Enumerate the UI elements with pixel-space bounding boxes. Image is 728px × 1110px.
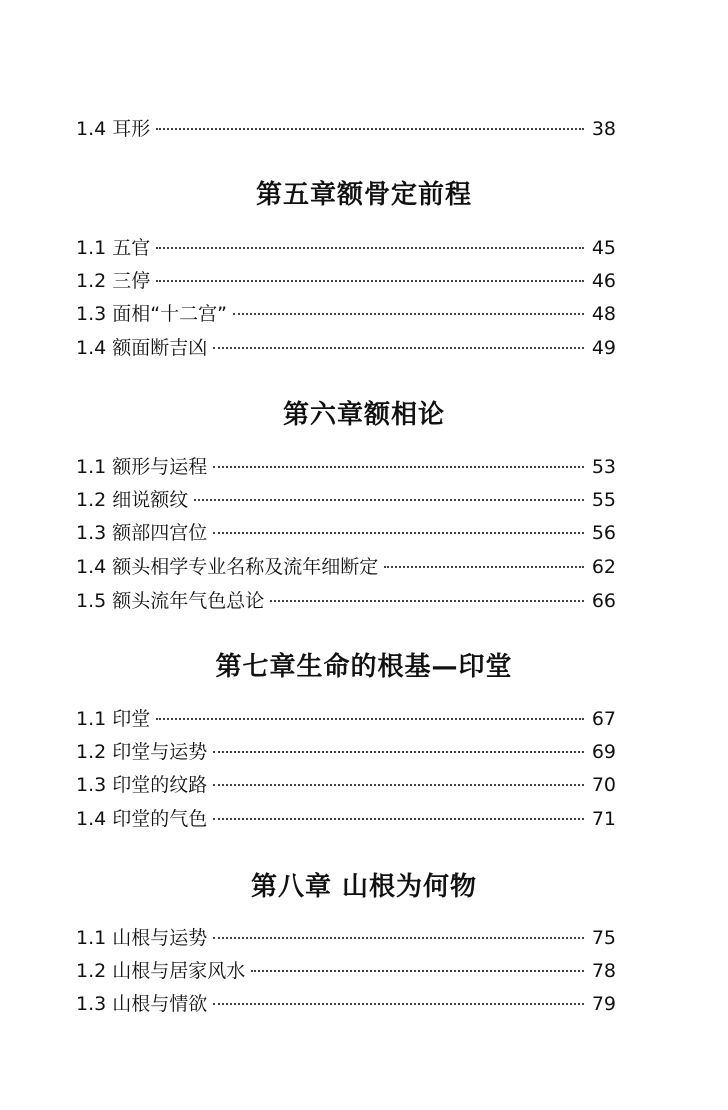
chapter-title: 第七章生命的根基—印堂 <box>215 652 513 682</box>
dot-leader <box>156 280 584 282</box>
entry-page: 71 <box>591 808 616 830</box>
chapter-title: 第五章额骨定前程 <box>255 180 472 210</box>
entry-page: 38 <box>591 118 616 140</box>
dot-leader <box>213 466 584 468</box>
entry-label: 1.2 印堂与运势 <box>76 741 208 763</box>
entry-page: 48 <box>591 303 616 325</box>
entry-label: 1.1 山根与运势 <box>76 927 208 949</box>
chapter-title: 第八章 山根为何物 <box>250 872 478 902</box>
toc-entry <box>76 452 616 482</box>
entry-page: 45 <box>591 237 616 259</box>
dot-leader <box>213 818 584 820</box>
dot-leader <box>213 1003 584 1005</box>
entry-label: 1.2 三停 <box>76 270 151 292</box>
entry-page: 69 <box>591 741 616 763</box>
entry-label: 1.4 额面断吉凶 <box>76 337 208 359</box>
toc-entry <box>76 485 616 515</box>
toc-entry <box>76 770 616 800</box>
toc-entry <box>76 266 616 296</box>
entry-page: 53 <box>591 456 616 478</box>
dot-leader <box>213 751 584 753</box>
entry-label: 1.4 额头相学专业名称及流年细断定 <box>76 556 379 578</box>
entry-label: 1.1 五官 <box>76 237 151 259</box>
entry-page: 62 <box>591 556 616 578</box>
toc-entry <box>76 956 616 986</box>
toc-entry <box>76 552 616 582</box>
toc-entry <box>76 737 616 767</box>
entry-label: 1.1 额形与运程 <box>76 456 208 478</box>
entry-page: 56 <box>591 522 616 544</box>
dot-leader <box>213 347 584 349</box>
entry-label: 1.1 印堂 <box>76 708 151 730</box>
toc-entry <box>76 333 616 363</box>
entry-label: 1.4 印堂的气色 <box>76 808 208 830</box>
toc-entry <box>76 989 616 1019</box>
toc-entry <box>76 518 616 548</box>
toc-entry <box>76 299 616 329</box>
dot-leader <box>213 532 584 534</box>
entry-label: 1.3 印堂的纹路 <box>76 774 208 796</box>
entry-page: 79 <box>591 993 616 1015</box>
toc-entry <box>76 804 616 834</box>
entry-label: 1.3 面相“十二宫” <box>76 303 227 325</box>
entry-page: 66 <box>591 590 616 612</box>
entry-label: 1.3 额部四宫位 <box>76 522 208 544</box>
toc-entry <box>76 586 616 616</box>
entry-label: 1.2 山根与居家风水 <box>76 960 246 982</box>
entry-page: 78 <box>591 960 616 982</box>
dot-leader <box>213 784 584 786</box>
dot-leader <box>156 247 584 249</box>
dot-leader <box>156 718 584 720</box>
entry-page: 70 <box>591 774 616 796</box>
dot-leader <box>213 937 584 939</box>
toc-entry <box>76 233 616 263</box>
entry-label: 1.2 细说额纹 <box>76 489 189 511</box>
toc-entry <box>76 704 616 734</box>
dot-leader <box>384 566 584 568</box>
entry-label: 1.5 额头流年气色总论 <box>76 590 265 612</box>
chapter-title: 第六章额相论 <box>282 400 445 430</box>
dot-leader <box>156 128 584 130</box>
toc-entry <box>76 923 616 953</box>
toc-entry <box>76 114 616 144</box>
entry-label: 1.3 山根与情欲 <box>76 993 208 1015</box>
dot-leader <box>270 600 584 602</box>
dot-leader <box>194 499 584 501</box>
entry-page: 67 <box>591 708 616 730</box>
entry-page: 46 <box>591 270 616 292</box>
dot-leader <box>233 313 584 315</box>
entry-page: 75 <box>591 927 616 949</box>
entry-page: 55 <box>591 489 616 511</box>
entry-label: 1.4 耳形 <box>76 118 151 140</box>
dot-leader <box>251 970 584 972</box>
entry-page: 49 <box>591 337 616 359</box>
